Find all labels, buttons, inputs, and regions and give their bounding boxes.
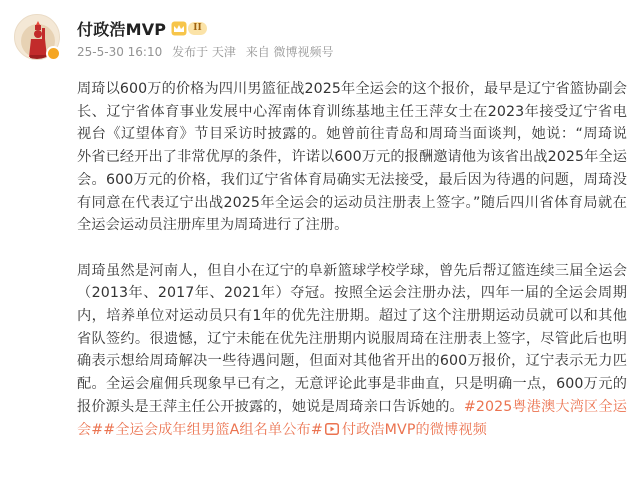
video-play-icon <box>325 423 339 435</box>
topic-link-roster[interactable]: #全运会成年组男篮A组名单公布# <box>103 421 323 438</box>
post-meta <box>77 43 630 61</box>
post-timestamp[interactable]: 25-5-30 16:10 <box>77 45 163 59</box>
crown-icon <box>171 21 187 36</box>
video-link-label: 付政浩MVP的微博视频 <box>341 421 487 438</box>
post-source[interactable]: 来自 微博视频号 <box>245 45 334 59</box>
video-link[interactable] <box>323 422 487 438</box>
topic-link-quanyunhui[interactable]: #2025粤港澳大湾区全运会# <box>77 398 627 438</box>
author-name[interactable]: 付政浩MVP <box>77 19 167 39</box>
post-paragraph-2 <box>77 260 627 442</box>
post-location: 发布于 天津 <box>172 45 236 59</box>
post-header <box>77 16 630 61</box>
post-paragraph-1: 周琦以600万的价格为四川男篮征战2025年全运会的这个报价，最早是辽宁省篮协副会长、辽宁省体育事业发展中心浑南体育训练基地主任王萍女士在2023年接受辽宁省电视台《辽望体育》节目采访时披露的。她曾前往青岛和周琦当面谈判，她说：“周琦说外省已经开出了非常优厚的条件，许诺以600万元的报酬邀请他为该省出战2025年全运会。600万元的价格，我们辽宁省体育局确实无法接受，最后因为待遇的问题，周琦没有同意在代表辽宁出战2025年全运会的运动员注册表上签字。”随后四川省体育局就在全运会运动员注册库里为周琦进行了注册。 <box>77 81 627 234</box>
post-paragraph-2-text: 周琦虽然是河南人，但自小在辽宁的阜新篮球学校学球，曾先后帮辽篮连续三届全运会（2013年、2017年、2021年）夺冠。按照全运会注册办法，四年一届的全运会周期内，培养单位对运动员只有1年的优先注册期。超过了这个注册期运动员就可以和其他省队签约。很遗憾，辽宁未能在优先注册期内说服周琦在注册表上签字，尽管此后也明确表示想给周琦解决一些待遇问题，但面对其他省开出的600万报价，辽宁表示无力匹配。全运会雇佣兵现象早已有之，无意评论此事是非曲直，只是明确一点，600万元的报价源头是王萍主任公开披露的，她说是周琦亲口告诉她的。 <box>77 262 627 415</box>
vip-badge[interactable] <box>171 21 206 36</box>
verified-badge-icon <box>46 46 61 61</box>
vip-level-label: II <box>188 22 206 35</box>
post-body <box>77 78 627 441</box>
